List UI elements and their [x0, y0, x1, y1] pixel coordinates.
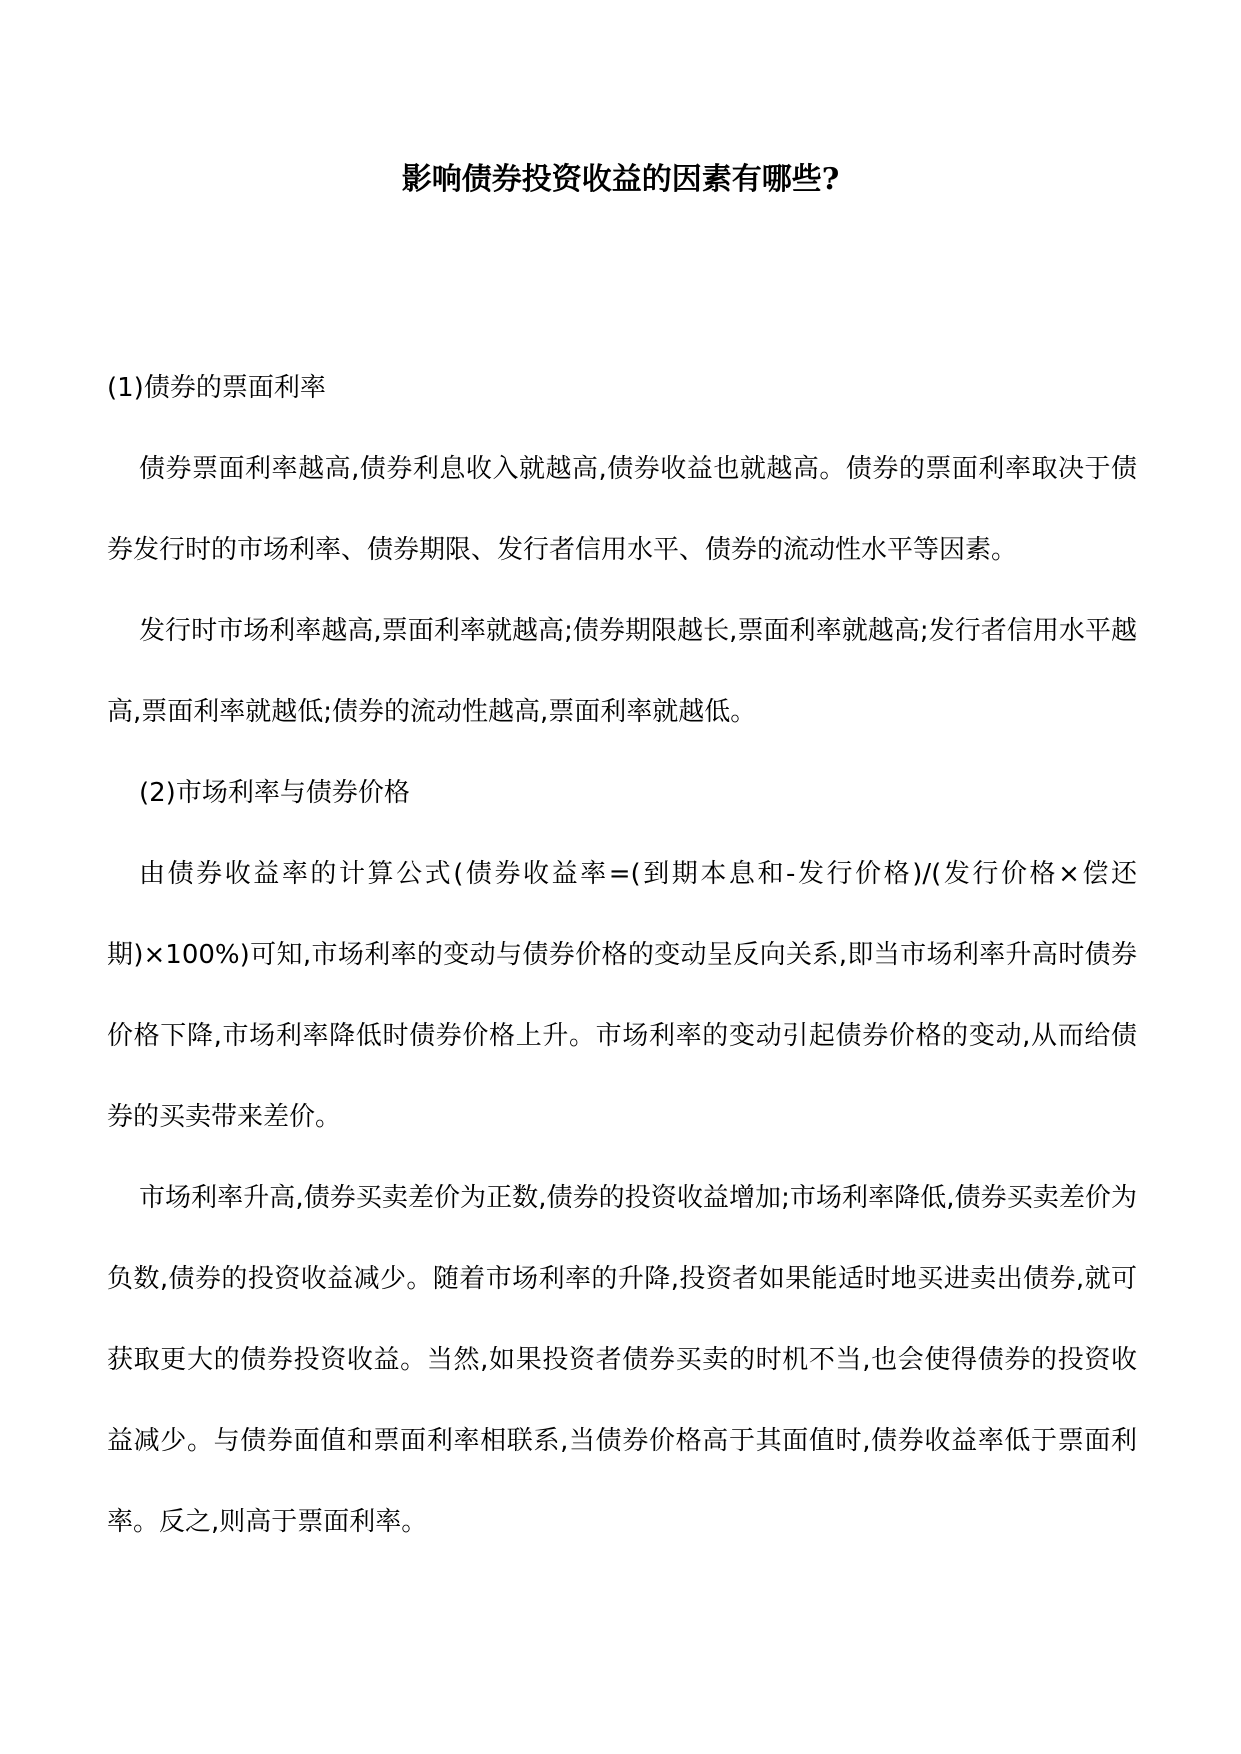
section-1-paragraph-1: 债券票面利率越高,债券利息收入就越高,债券收益也就越高。债券的票面利率取决于债券发行时的市场利率、债券期限、发行者信用水平、债券的流动性水平等因素。	[107, 454, 1137, 565]
section-heading-2: (2)市场利率与债券价格	[139, 778, 410, 808]
section-2-paragraph-2: 市场利率升高,债券买卖差价为正数,债券的投资收益增加;市场利率降低,债券买卖差价为负数,债券的投资收益减少。随着市场利率的升降,投资者如果能适时地买进卖出债券,就可获取更大的债券投资收益。当然,如果投资者债券买卖的时机不当,也会使得债券的投资收益减少。与债券面值和票面利率相联系,当债券价格高于其面值时,债券收益率低于票面利率。反之,则高于票面利率。	[107, 1183, 1137, 1537]
document-body	[107, 348, 1137, 1563]
section-2-paragraph-1: 由债券收益率的计算公式(债券收益率=(到期本息和-发行价格)/(发行价格×偿还期)×100%)可知,市场利率的变动与债券价格的变动呈反向关系,即当市场利率升高时债券价格下降,市场利率降低时债券价格上升。市场利率的变动引起债券价格的变动,从而给债券的买卖带来差价。	[107, 859, 1137, 1132]
document-title: 影响债券投资收益的因素有哪些?	[401, 162, 840, 197]
section-heading-1: (1)债券的票面利率	[107, 373, 326, 403]
section-1-paragraph-2: 发行时市场利率越高,票面利率就越高;债券期限越长,票面利率就越高;发行者信用水平越高,票面利率就越低;债券的流动性越高,票面利率就越低。	[107, 616, 1137, 727]
